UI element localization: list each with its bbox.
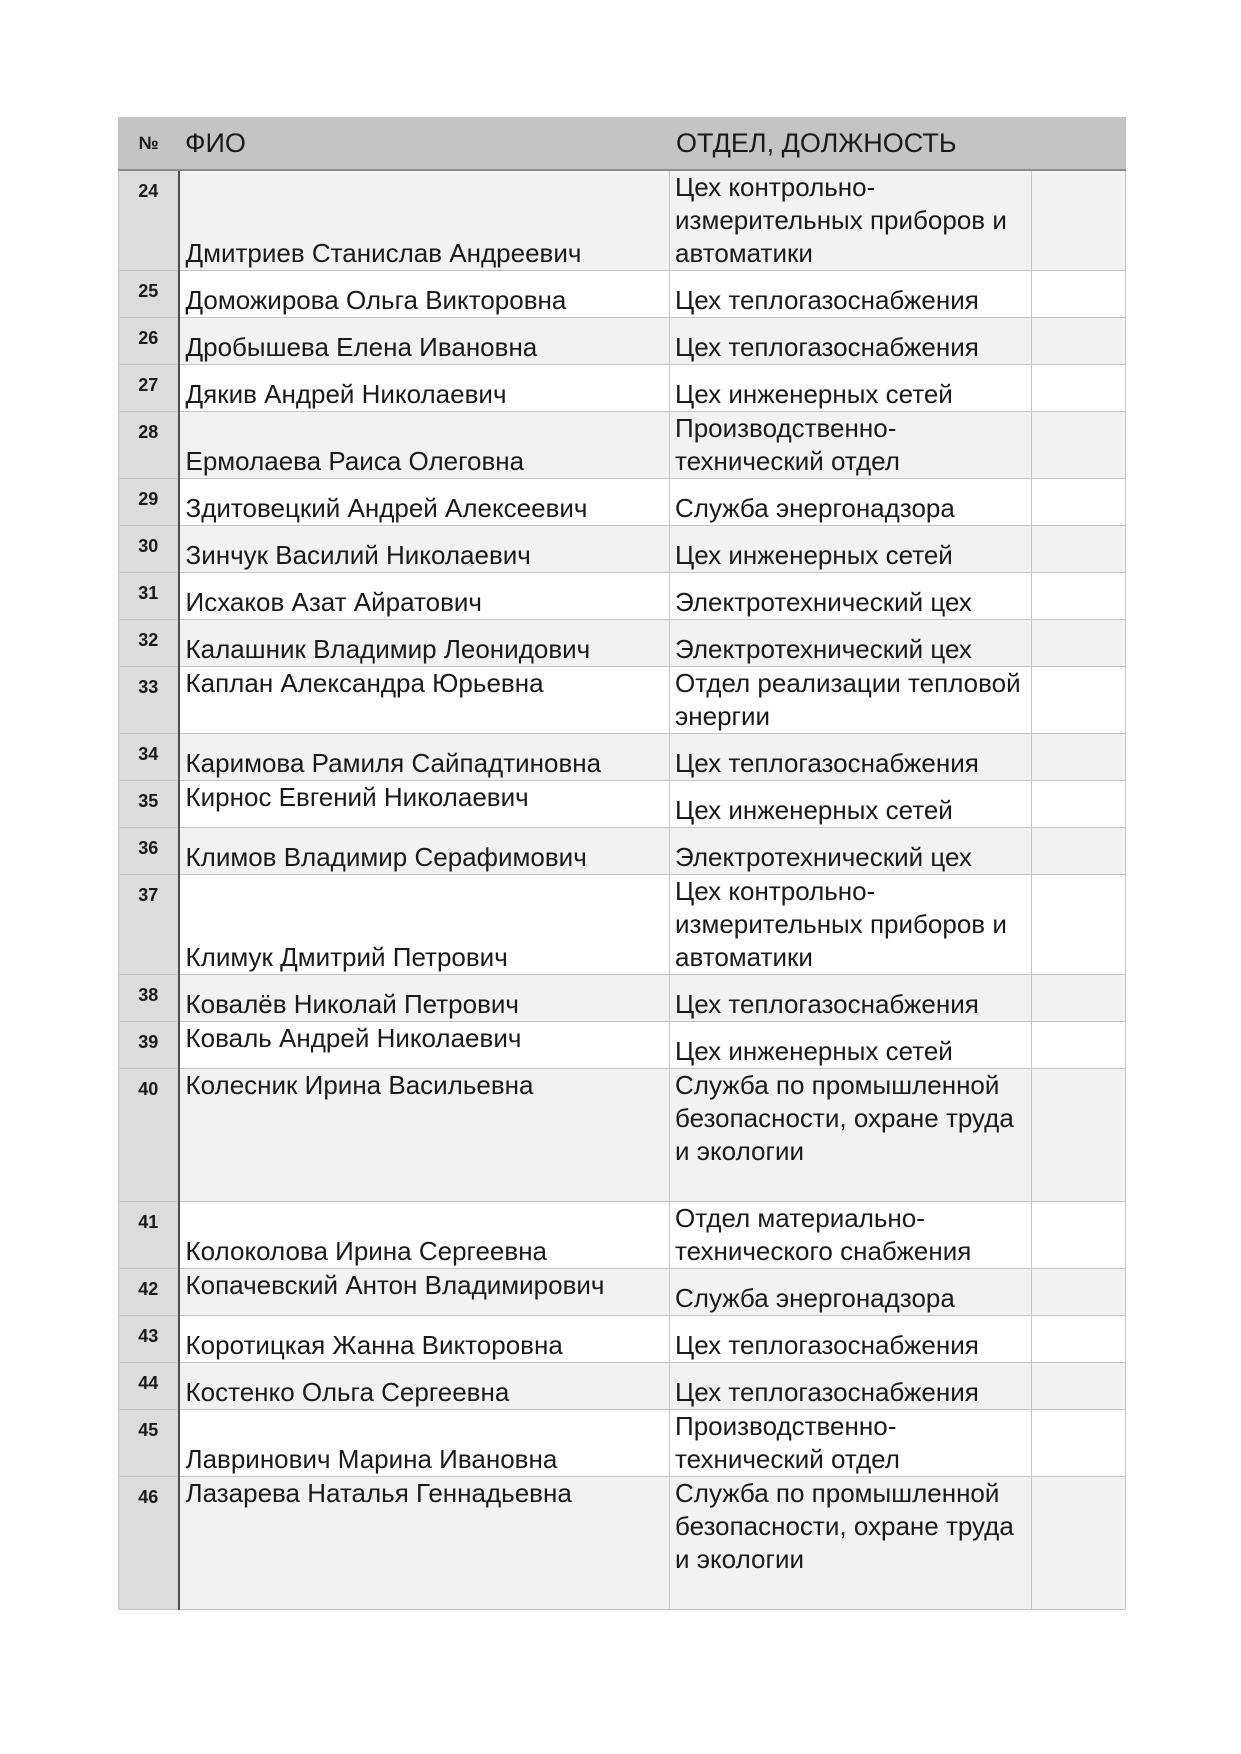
row-name: Костенко Ольга Сергеевна (179, 1363, 670, 1410)
row-dept: Электротехнический цех (670, 828, 1032, 875)
row-name: Ковалёв Николай Петрович (179, 975, 670, 1022)
row-number: 28 (119, 412, 179, 479)
row-name: Здитовецкий Андрей Алексеевич (179, 479, 670, 526)
table-row (119, 781, 1126, 828)
row-name: Калашник Владимир Леонидович (179, 620, 670, 667)
row-extra (1032, 1069, 1126, 1202)
table-row (119, 1410, 1126, 1477)
row-dept: Цех инженерных сетей (670, 365, 1032, 412)
table-row (119, 365, 1126, 412)
row-number: 36 (119, 828, 179, 875)
header-name: ФИО (179, 118, 670, 171)
table-row (119, 526, 1126, 573)
row-extra (1032, 1202, 1126, 1269)
row-extra (1032, 365, 1126, 412)
row-name: Дякив Андрей Николаевич (179, 365, 670, 412)
table-row (119, 1269, 1126, 1316)
row-number: 31 (119, 573, 179, 620)
table-row (119, 573, 1126, 620)
row-dept: Цех контрольно-измерительных приборов и автоматики (670, 170, 1032, 271)
table-body (119, 170, 1126, 1610)
row-dept: Цех теплогазоснабжения (670, 318, 1032, 365)
row-name: Дмитриев Станислав Андреевич (179, 170, 670, 271)
row-dept: Цех инженерных сетей (670, 526, 1032, 573)
row-extra (1032, 1410, 1126, 1477)
row-extra (1032, 1316, 1126, 1363)
row-extra (1032, 667, 1126, 734)
row-dept: Электротехнический цех (670, 620, 1032, 667)
row-name: Кирнос Евгений Николаевич (179, 781, 670, 828)
row-dept: Цех инженерных сетей (670, 781, 1032, 828)
row-number: 39 (119, 1022, 179, 1069)
row-number: 35 (119, 781, 179, 828)
row-name: Каплан Александра Юрьевна (179, 667, 670, 734)
row-dept: Цех теплогазоснабжения (670, 271, 1032, 318)
row-number: 30 (119, 526, 179, 573)
table-row (119, 1069, 1126, 1202)
row-extra (1032, 1022, 1126, 1069)
row-extra (1032, 620, 1126, 667)
row-extra (1032, 1269, 1126, 1316)
row-dept: Отдел реализации тепловой энергии (670, 667, 1032, 734)
row-extra (1032, 412, 1126, 479)
row-name: Коротицкая Жанна Викторовна (179, 1316, 670, 1363)
row-number: 34 (119, 734, 179, 781)
row-name: Лазарева Наталья Геннадьевна (179, 1477, 670, 1610)
row-number: 46 (119, 1477, 179, 1610)
row-number: 40 (119, 1069, 179, 1202)
row-name: Ермолаева Раиса Олеговна (179, 412, 670, 479)
header-dept: ОТДЕЛ, ДОЛЖНОСТЬ (670, 118, 1032, 171)
row-name: Колесник Ирина Васильевна (179, 1069, 670, 1202)
row-extra (1032, 170, 1126, 271)
row-name: Колоколова Ирина Сергеевна (179, 1202, 670, 1269)
table-row (119, 170, 1126, 271)
row-extra (1032, 975, 1126, 1022)
table-row (119, 828, 1126, 875)
row-number: 29 (119, 479, 179, 526)
row-dept: Электротехнический цех (670, 573, 1032, 620)
row-name: Климов Владимир Серафимович (179, 828, 670, 875)
row-number: 38 (119, 975, 179, 1022)
row-extra (1032, 318, 1126, 365)
row-number: 44 (119, 1363, 179, 1410)
table-row (119, 620, 1126, 667)
table-row (119, 875, 1126, 975)
row-extra (1032, 875, 1126, 975)
row-dept: Производственно-технический отдел (670, 412, 1032, 479)
row-number: 32 (119, 620, 179, 667)
row-extra (1032, 1363, 1126, 1410)
header-num: № (119, 118, 179, 171)
row-name: Лавринович Марина Ивановна (179, 1410, 670, 1477)
row-extra (1032, 573, 1126, 620)
row-name: Зинчук Василий Николаевич (179, 526, 670, 573)
row-extra (1032, 1477, 1126, 1610)
row-extra (1032, 734, 1126, 781)
row-number: 41 (119, 1202, 179, 1269)
row-number: 26 (119, 318, 179, 365)
employee-table (118, 117, 1126, 1610)
header-row (119, 118, 1126, 171)
row-name: Климук Дмитрий Петрович (179, 875, 670, 975)
row-dept: Цех теплогазоснабжения (670, 1316, 1032, 1363)
row-extra (1032, 828, 1126, 875)
row-dept: Цех инженерных сетей (670, 1022, 1032, 1069)
table-row (119, 1316, 1126, 1363)
row-dept: Служба энергонадзора (670, 479, 1032, 526)
row-number: 24 (119, 170, 179, 271)
table-row (119, 271, 1126, 318)
table-row (119, 1202, 1126, 1269)
row-dept: Цех контрольно-измерительных приборов и автоматики (670, 875, 1032, 975)
row-number: 37 (119, 875, 179, 975)
row-name: Каримова Рамиля Сайпадтиновна (179, 734, 670, 781)
row-name: Коваль Андрей Николаевич (179, 1022, 670, 1069)
row-dept: Отдел материально-технического снабжения (670, 1202, 1032, 1269)
row-dept: Цех теплогазоснабжения (670, 734, 1032, 781)
table-row (119, 1363, 1126, 1410)
row-dept: Служба по промышленной безопасности, охране труда и экологии (670, 1477, 1032, 1610)
row-name: Копачевский Антон Владимирович (179, 1269, 670, 1316)
row-extra (1032, 781, 1126, 828)
table-row (119, 667, 1126, 734)
row-dept: Цех теплогазоснабжения (670, 1363, 1032, 1410)
table-row (119, 1022, 1126, 1069)
row-number: 25 (119, 271, 179, 318)
table-row (119, 975, 1126, 1022)
table-row (119, 1477, 1126, 1610)
row-name: Исхаков Азат Айратович (179, 573, 670, 620)
row-number: 42 (119, 1269, 179, 1316)
table-row (119, 412, 1126, 479)
row-dept: Производственно-технический отдел (670, 1410, 1032, 1477)
row-extra (1032, 526, 1126, 573)
table-row (119, 734, 1126, 781)
row-dept: Служба по промышленной безопасности, охране труда и экологии (670, 1069, 1032, 1202)
row-dept: Служба энергонадзора (670, 1269, 1032, 1316)
row-extra (1032, 479, 1126, 526)
row-number: 33 (119, 667, 179, 734)
row-number: 27 (119, 365, 179, 412)
row-dept: Цех теплогазоснабжения (670, 975, 1032, 1022)
row-extra (1032, 271, 1126, 318)
table-row (119, 318, 1126, 365)
row-number: 45 (119, 1410, 179, 1477)
row-name: Дробышева Елена Ивановна (179, 318, 670, 365)
table-row (119, 479, 1126, 526)
header-extra (1032, 118, 1126, 171)
row-number: 43 (119, 1316, 179, 1363)
row-name: Доможирова Ольга Викторовна (179, 271, 670, 318)
